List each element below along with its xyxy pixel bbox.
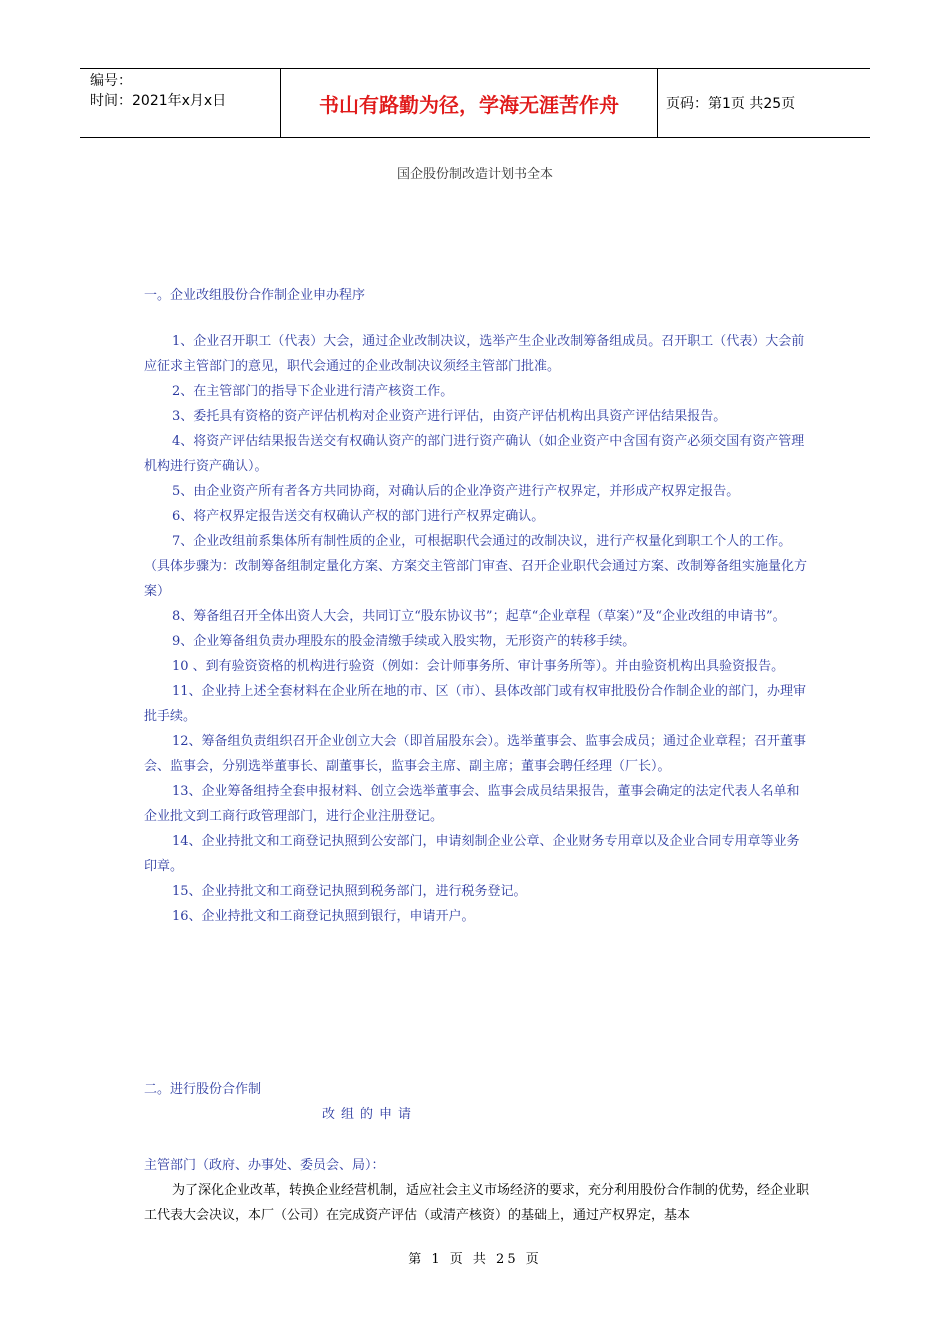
number-label: 编号： bbox=[90, 73, 132, 89]
list-item: 7、企业改组前系集体所有制性质的企业，可根据职代会通过的改制决议，进行产权量化到职工个人的工作。（具体步骤为：改制筹备组制定量化方案、方案交主管部门审查、召开企业职代会通过方案、改制筹备组实施量化方案） bbox=[144, 534, 808, 599]
section2-title: 二。进行股份合作制 bbox=[144, 1082, 262, 1097]
section2-subtitle: 改组的申请 bbox=[322, 1107, 418, 1122]
addressee: 主管部门（政府、办事处、委员会、局）： bbox=[144, 1158, 385, 1173]
document-title: 国企股份制改造计划书全本 bbox=[396, 167, 553, 182]
list-item: 14、企业持批文和工商登记执照到公安部门，申请刻制企业公章、企业财务专用章以及企业合同专用章等业务印章。 bbox=[144, 834, 800, 874]
header-meta bbox=[80, 69, 281, 137]
application-paragraph: 为了深化企业改革，转换企业经营机制，适应社会主义市场经济的要求，充分利用股份合作制的优势，经企业职工代表大会决议，本厂（公司）在完成资产评估（或清产核资）的基础上，通过产权界定，基本 bbox=[144, 1183, 810, 1223]
page-code: 页码：第1页 共25页 bbox=[666, 96, 796, 112]
list-item: 13、企业筹备组持全套申报材料、创立会选举董事会、监事会成员结果报告，董事会确定的法定代表人名单和企业批文到工商行政管理部门，进行企业注册登记。 bbox=[144, 784, 800, 824]
list-item: 16、企业持批文和工商登记执照到银行，申请开户。 bbox=[172, 909, 475, 924]
page-footer: 第 1 页 共 25 页 bbox=[408, 1252, 542, 1267]
list-item: 11、企业持上述全套材料在企业所在地的市、区（市）、县体改部门或有权审批股份合作制企业的部门，办理审批手续。 bbox=[144, 684, 807, 724]
list-item: 3、委托具有资格的资产评估机构对企业资产进行评估，由资产评估机构出具资产评估结果报告。 bbox=[172, 409, 727, 424]
list-item: 9、企业筹备组负责办理股东的股金清缴手续或入股实物，无形资产的转移手续。 bbox=[172, 634, 636, 649]
list-item: 1、企业召开职工（代表）大会，通过企业改制决议，选举产生企业改制筹备组成员。召开职工（代表）大会前应征求主管部门的意见，职代会通过的企业改制决议须经主管部门批准。 bbox=[144, 334, 805, 374]
procedure-list bbox=[144, 329, 809, 929]
application-body bbox=[144, 1153, 814, 1228]
header-motto: 书山有路勤为径，学海无涯苦作舟 bbox=[281, 69, 658, 137]
section1-title: 一。企业改组股份合作制企业申办程序 bbox=[144, 288, 366, 303]
list-item: 2、在主管部门的指导下企业进行清产核资工作。 bbox=[172, 384, 454, 399]
list-item: 12、筹备组负责组织召开企业创立大会（即首届股东会）。选举董事会、监事会成员；通过企业章程；召开董事会、监事会，分别选举董事长、副董事长，监事会主席、副主席；董事会聘任经理（厂长）。 bbox=[144, 734, 807, 774]
list-item: 6、将产权界定报告送交有权确认产权的部门进行产权界定确认。 bbox=[172, 509, 545, 524]
list-item: 10 、到有验资资格的机构进行验资（例如：会计师事务所、审计事务所等）。并由验资机构出具验资报告。 bbox=[172, 659, 785, 674]
time-label: 时间：2021年x月x日 bbox=[90, 93, 227, 109]
list-item: 15、企业持批文和工商登记执照到税务部门，进行税务登记。 bbox=[172, 884, 527, 899]
list-item: 5、由企业资产所有者各方共同协商，对确认后的企业净资产进行产权界定，并形成产权界定报告。 bbox=[172, 484, 740, 499]
header-table bbox=[80, 68, 870, 138]
list-item: 8、筹备组召开全体出资人大会，共同订立“股东协议书”；起草“企业章程（草案）”及“企业改组的申请书”。 bbox=[172, 609, 786, 624]
list-item: 4、将资产评估结果报告送交有权确认资产的部门进行资产确认（如企业资产中含国有资产必须交国有资产管理机构进行资产确认）。 bbox=[144, 434, 805, 474]
